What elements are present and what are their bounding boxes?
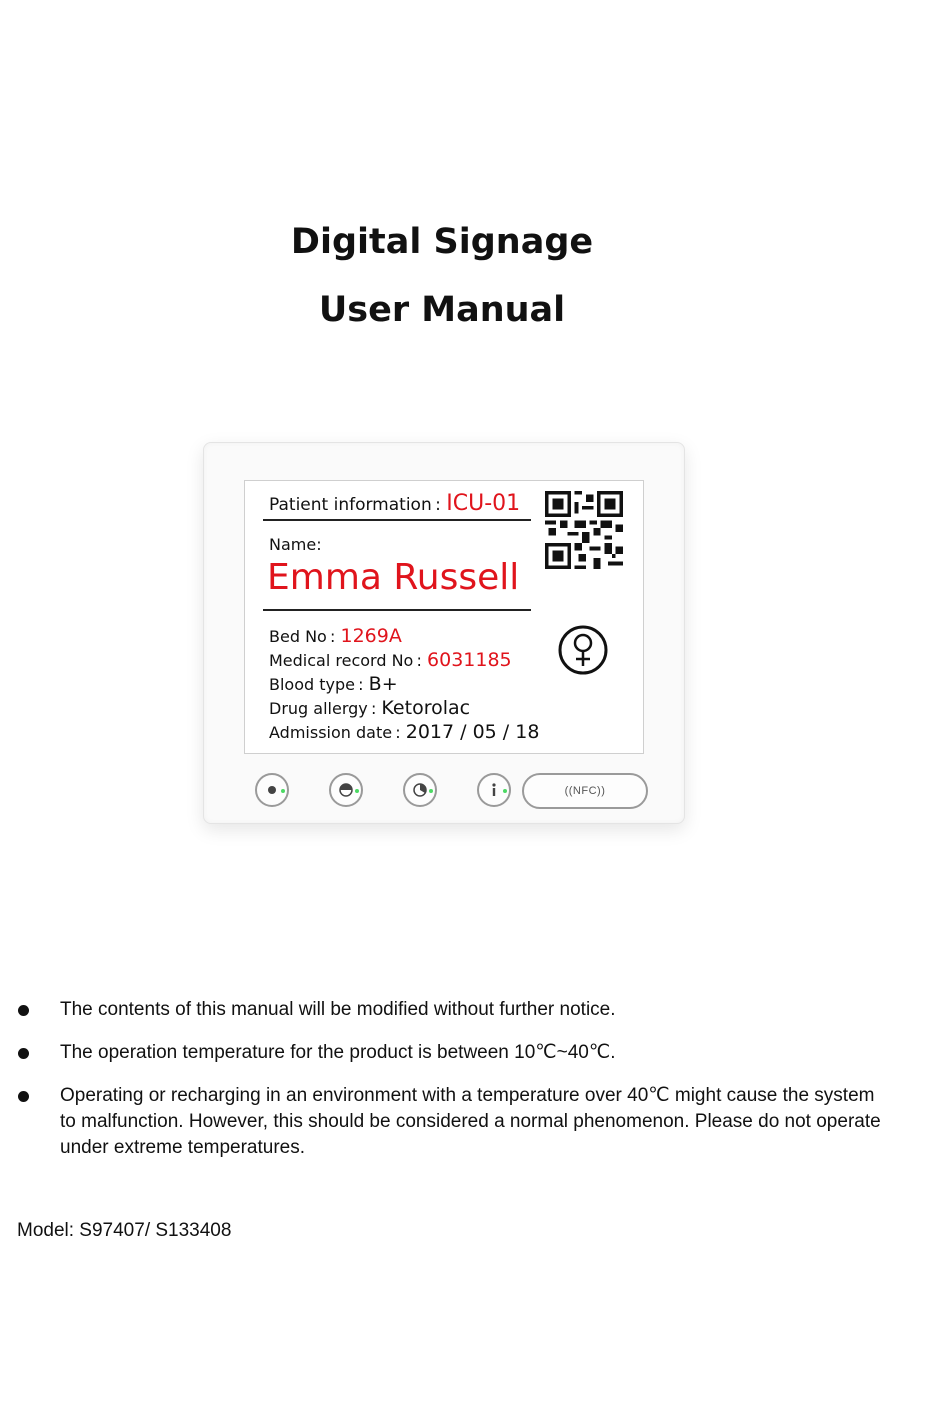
divider [263,609,531,611]
notes-list [18,997,888,1178]
note-text: The contents of this manual will be modified without further notice. [60,999,616,1020]
half-circle-icon [338,782,354,798]
status-led [281,789,285,793]
record-value: 6031185 [427,649,512,671]
blood-value: B+ [368,673,398,695]
status-led [503,789,507,793]
bed-value: 1269A [340,625,402,647]
patient-info-row [269,491,520,516]
bullet-icon [18,1048,29,1059]
model-number: Model: S97407/ S133408 [17,1220,232,1241]
bed-row [269,625,402,647]
blood-label: Blood type : [269,675,364,694]
status-led [355,789,359,793]
digital-signage-device [203,442,685,824]
bed-label: Bed No : [269,627,336,646]
list-item [18,1040,888,1066]
allergy-label: Drug allergy : [269,699,377,718]
record-label: Medical record No : [269,651,422,670]
bullet-icon [18,1091,29,1102]
patient-info-label: Patient information : [269,495,441,515]
e-paper-screen [244,480,644,754]
document-subtitle: User Manual [318,290,566,330]
pie-icon [412,782,428,798]
allergy-value: Ketorolac [381,697,471,719]
allergy-row [269,697,470,719]
nfc-button[interactable]: ((NFC)) [522,773,648,809]
record-row [269,649,512,671]
admission-row [269,721,539,743]
status-led [429,789,433,793]
name-label: Name: [269,535,322,554]
patient-info-value: ICU-01 [446,491,521,516]
document-title: Digital Signage [290,222,594,262]
divider [263,519,531,521]
list-item [18,997,888,1023]
list-item [18,1083,888,1161]
circle-dot-icon [265,783,279,797]
note-text: Operating or recharging in an environment with a temperature over 40℃ might cause the system to malfunction. However, this should be considered a normal phenomenon. Please do not operate under extreme temperatures. [60,1085,881,1158]
bullet-icon [18,1005,29,1016]
admission-label: Admission date : [269,723,401,742]
note-text: The operation temperature for the product is between 10℃~40℃. [60,1042,616,1063]
female-gender-icon [557,624,609,680]
admission-value: 2017 / 05 / 18 [405,721,540,743]
qr-code-icon [545,491,623,569]
blood-row [269,673,398,695]
info-icon [487,782,501,798]
patient-name: Emma Russell [267,557,520,598]
